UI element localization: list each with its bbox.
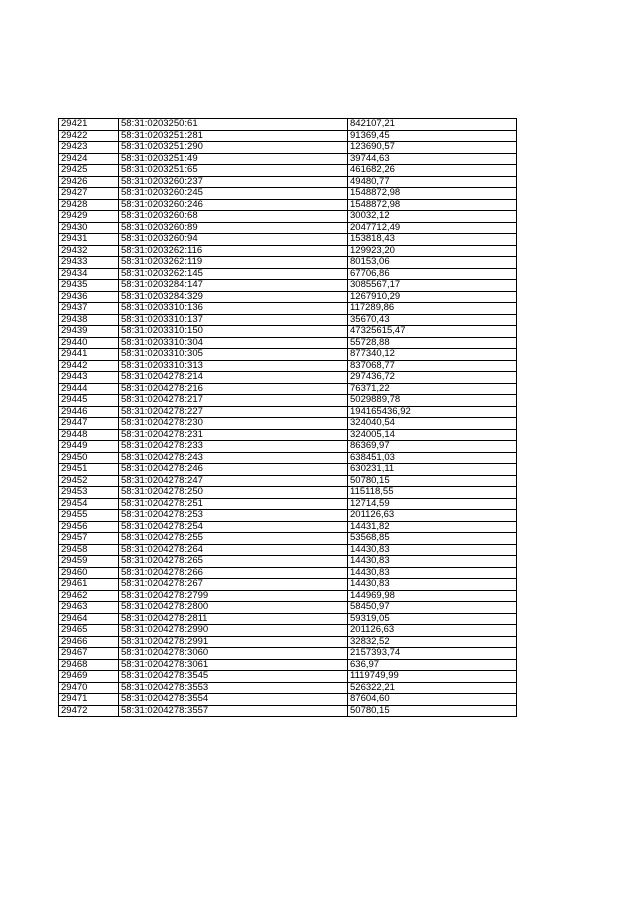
table-row bbox=[59, 372, 517, 384]
row-number-cell: 29431 bbox=[59, 234, 119, 246]
row-number-cell: 29469 bbox=[59, 671, 119, 683]
value-cell: 49480,77 bbox=[348, 176, 517, 188]
cadastral-number-cell: 58:31:0204278:246 bbox=[119, 464, 348, 476]
table-row bbox=[59, 176, 517, 188]
row-number-cell: 29422 bbox=[59, 130, 119, 142]
table-row bbox=[59, 613, 517, 625]
value-cell: 461682,26 bbox=[348, 165, 517, 177]
cadastral-number-cell: 58:31:0204278:254 bbox=[119, 521, 348, 533]
value-cell: 14431,82 bbox=[348, 521, 517, 533]
row-number-cell: 29441 bbox=[59, 349, 119, 361]
value-cell: 123690,57 bbox=[348, 142, 517, 154]
table-row bbox=[59, 188, 517, 200]
row-number-cell: 29467 bbox=[59, 648, 119, 660]
cadastral-number-cell: 58:31:0204278:2990 bbox=[119, 625, 348, 637]
table-row bbox=[59, 510, 517, 522]
table-row bbox=[59, 464, 517, 476]
table-row bbox=[59, 280, 517, 292]
data-table bbox=[58, 118, 517, 717]
value-cell: 50780,15 bbox=[348, 705, 517, 717]
value-cell: 5029889,78 bbox=[348, 395, 517, 407]
row-number-cell: 29444 bbox=[59, 383, 119, 395]
row-number-cell: 29466 bbox=[59, 636, 119, 648]
cadastral-number-cell: 58:31:0203251:65 bbox=[119, 165, 348, 177]
value-cell: 14430,83 bbox=[348, 544, 517, 556]
table-row bbox=[59, 153, 517, 165]
table-row bbox=[59, 257, 517, 269]
table-row bbox=[59, 326, 517, 338]
table-row bbox=[59, 245, 517, 257]
value-cell: 86369,97 bbox=[348, 441, 517, 453]
cadastral-number-cell: 58:31:0204278:267 bbox=[119, 579, 348, 591]
table-row bbox=[59, 487, 517, 499]
table-row bbox=[59, 694, 517, 706]
cadastral-number-cell: 58:31:0204278:230 bbox=[119, 418, 348, 430]
value-cell: 59319,05 bbox=[348, 613, 517, 625]
row-number-cell: 29468 bbox=[59, 659, 119, 671]
value-cell: 297436,72 bbox=[348, 372, 517, 384]
table-row bbox=[59, 636, 517, 648]
table-row bbox=[59, 544, 517, 556]
value-cell: 87604,60 bbox=[348, 694, 517, 706]
table-row bbox=[59, 268, 517, 280]
value-cell: 2157393,74 bbox=[348, 648, 517, 660]
value-cell: 115118,55 bbox=[348, 487, 517, 499]
value-cell: 1548872,98 bbox=[348, 199, 517, 211]
row-number-cell: 29435 bbox=[59, 280, 119, 292]
row-number-cell: 29456 bbox=[59, 521, 119, 533]
cadastral-number-cell: 58:31:0203251:281 bbox=[119, 130, 348, 142]
value-cell: 14430,83 bbox=[348, 556, 517, 568]
value-cell: 842107,21 bbox=[348, 119, 517, 131]
table-row bbox=[59, 475, 517, 487]
table-row bbox=[59, 533, 517, 545]
table-body bbox=[59, 119, 517, 717]
value-cell: 91369,45 bbox=[348, 130, 517, 142]
row-number-cell: 29429 bbox=[59, 211, 119, 223]
cadastral-number-cell: 58:31:0204278:247 bbox=[119, 475, 348, 487]
table-row bbox=[59, 165, 517, 177]
value-cell: 12714,59 bbox=[348, 498, 517, 510]
row-number-cell: 29425 bbox=[59, 165, 119, 177]
table-row bbox=[59, 498, 517, 510]
table-row bbox=[59, 671, 517, 683]
value-cell: 526322,21 bbox=[348, 682, 517, 694]
table-row bbox=[59, 337, 517, 349]
cadastral-number-cell: 58:31:0204278:265 bbox=[119, 556, 348, 568]
row-number-cell: 29447 bbox=[59, 418, 119, 430]
table-row bbox=[59, 406, 517, 418]
row-number-cell: 29461 bbox=[59, 579, 119, 591]
value-cell: 3085567,17 bbox=[348, 280, 517, 292]
value-cell: 30032,12 bbox=[348, 211, 517, 223]
row-number-cell: 29471 bbox=[59, 694, 119, 706]
table-row bbox=[59, 648, 517, 660]
row-number-cell: 29457 bbox=[59, 533, 119, 545]
table-row bbox=[59, 567, 517, 579]
cadastral-number-cell: 58:31:0204278:216 bbox=[119, 383, 348, 395]
table-row bbox=[59, 314, 517, 326]
cadastral-number-cell: 58:31:0203262:145 bbox=[119, 268, 348, 280]
value-cell: 129923,20 bbox=[348, 245, 517, 257]
cadastral-number-cell: 58:31:0203251:49 bbox=[119, 153, 348, 165]
cadastral-number-cell: 58:31:0203310:305 bbox=[119, 349, 348, 361]
value-cell: 837068,77 bbox=[348, 360, 517, 372]
row-number-cell: 29424 bbox=[59, 153, 119, 165]
value-cell: 153818,43 bbox=[348, 234, 517, 246]
table-row bbox=[59, 119, 517, 131]
row-number-cell: 29439 bbox=[59, 326, 119, 338]
cadastral-number-cell: 58:31:0204278:250 bbox=[119, 487, 348, 499]
row-number-cell: 29430 bbox=[59, 222, 119, 234]
row-number-cell: 29454 bbox=[59, 498, 119, 510]
cadastral-number-cell: 58:31:0203260:246 bbox=[119, 199, 348, 211]
cadastral-number-cell: 58:31:0203260:89 bbox=[119, 222, 348, 234]
row-number-cell: 29434 bbox=[59, 268, 119, 280]
table-row bbox=[59, 211, 517, 223]
cadastral-number-cell: 58:31:0204278:2991 bbox=[119, 636, 348, 648]
cadastral-number-cell: 58:31:0203260:245 bbox=[119, 188, 348, 200]
value-cell: 2047712,49 bbox=[348, 222, 517, 234]
row-number-cell: 29463 bbox=[59, 602, 119, 614]
row-number-cell: 29437 bbox=[59, 303, 119, 315]
cadastral-number-cell: 58:31:0204278:214 bbox=[119, 372, 348, 384]
cadastral-number-cell: 58:31:0204278:3554 bbox=[119, 694, 348, 706]
cadastral-number-cell: 58:31:0204278:255 bbox=[119, 533, 348, 545]
table-row bbox=[59, 142, 517, 154]
row-number-cell: 29460 bbox=[59, 567, 119, 579]
row-number-cell: 29427 bbox=[59, 188, 119, 200]
row-number-cell: 29453 bbox=[59, 487, 119, 499]
cadastral-number-cell: 58:31:0204278:227 bbox=[119, 406, 348, 418]
table-row bbox=[59, 441, 517, 453]
cadastral-number-cell: 58:31:0204278:253 bbox=[119, 510, 348, 522]
cadastral-number-cell: 58:31:0203284:329 bbox=[119, 291, 348, 303]
row-number-cell: 29470 bbox=[59, 682, 119, 694]
row-number-cell: 29448 bbox=[59, 429, 119, 441]
row-number-cell: 29450 bbox=[59, 452, 119, 464]
table-row bbox=[59, 222, 517, 234]
row-number-cell: 29445 bbox=[59, 395, 119, 407]
cadastral-number-cell: 58:31:0204278:243 bbox=[119, 452, 348, 464]
table-row bbox=[59, 452, 517, 464]
value-cell: 117289,86 bbox=[348, 303, 517, 315]
row-number-cell: 29423 bbox=[59, 142, 119, 154]
table-row bbox=[59, 291, 517, 303]
table-row bbox=[59, 234, 517, 246]
cadastral-number-cell: 58:31:0203262:119 bbox=[119, 257, 348, 269]
table-row bbox=[59, 429, 517, 441]
cadastral-number-cell: 58:31:0203250:61 bbox=[119, 119, 348, 131]
value-cell: 14430,83 bbox=[348, 579, 517, 591]
cadastral-number-cell: 58:31:0204278:3557 bbox=[119, 705, 348, 717]
cadastral-number-cell: 58:31:0203260:94 bbox=[119, 234, 348, 246]
row-number-cell: 29440 bbox=[59, 337, 119, 349]
table-row bbox=[59, 682, 517, 694]
value-cell: 67706,86 bbox=[348, 268, 517, 280]
table-row bbox=[59, 349, 517, 361]
value-cell: 201126,63 bbox=[348, 625, 517, 637]
value-cell: 630231,11 bbox=[348, 464, 517, 476]
cadastral-number-cell: 58:31:0204278:264 bbox=[119, 544, 348, 556]
row-number-cell: 29433 bbox=[59, 257, 119, 269]
table-row bbox=[59, 199, 517, 211]
cadastral-number-cell: 58:31:0203310:304 bbox=[119, 337, 348, 349]
cadastral-number-cell: 58:31:0204278:3553 bbox=[119, 682, 348, 694]
value-cell: 14430,83 bbox=[348, 567, 517, 579]
value-cell: 58450,97 bbox=[348, 602, 517, 614]
value-cell: 877340,12 bbox=[348, 349, 517, 361]
cadastral-number-cell: 58:31:0203310:150 bbox=[119, 326, 348, 338]
value-cell: 638451,03 bbox=[348, 452, 517, 464]
row-number-cell: 29459 bbox=[59, 556, 119, 568]
row-number-cell: 29458 bbox=[59, 544, 119, 556]
value-cell: 636,97 bbox=[348, 659, 517, 671]
cadastral-number-cell: 58:31:0203260:237 bbox=[119, 176, 348, 188]
row-number-cell: 29438 bbox=[59, 314, 119, 326]
row-number-cell: 29446 bbox=[59, 406, 119, 418]
row-number-cell: 29462 bbox=[59, 590, 119, 602]
cadastral-number-cell: 58:31:0203284:147 bbox=[119, 280, 348, 292]
cadastral-number-cell: 58:31:0204278:2811 bbox=[119, 613, 348, 625]
value-cell: 1548872,98 bbox=[348, 188, 517, 200]
row-number-cell: 29421 bbox=[59, 119, 119, 131]
table-row bbox=[59, 360, 517, 372]
cadastral-number-cell: 58:31:0203310:137 bbox=[119, 314, 348, 326]
row-number-cell: 29432 bbox=[59, 245, 119, 257]
cadastral-number-cell: 58:31:0204278:251 bbox=[119, 498, 348, 510]
table-row bbox=[59, 130, 517, 142]
row-number-cell: 29455 bbox=[59, 510, 119, 522]
row-number-cell: 29442 bbox=[59, 360, 119, 372]
cadastral-number-cell: 58:31:0203251:290 bbox=[119, 142, 348, 154]
row-number-cell: 29449 bbox=[59, 441, 119, 453]
value-cell: 32832,52 bbox=[348, 636, 517, 648]
row-number-cell: 29436 bbox=[59, 291, 119, 303]
value-cell: 53568,85 bbox=[348, 533, 517, 545]
table-row bbox=[59, 303, 517, 315]
row-number-cell: 29452 bbox=[59, 475, 119, 487]
cadastral-number-cell: 58:31:0204278:233 bbox=[119, 441, 348, 453]
value-cell: 50780,15 bbox=[348, 475, 517, 487]
table-row bbox=[59, 556, 517, 568]
table-row bbox=[59, 590, 517, 602]
cadastral-number-cell: 58:31:0204278:217 bbox=[119, 395, 348, 407]
table-row bbox=[59, 705, 517, 717]
row-number-cell: 29443 bbox=[59, 372, 119, 384]
cadastral-number-cell: 58:31:0204278:2800 bbox=[119, 602, 348, 614]
value-cell: 324040,54 bbox=[348, 418, 517, 430]
table-row bbox=[59, 602, 517, 614]
value-cell: 194165436,92 bbox=[348, 406, 517, 418]
value-cell: 1267910,29 bbox=[348, 291, 517, 303]
value-cell: 1119749,99 bbox=[348, 671, 517, 683]
table-row bbox=[59, 395, 517, 407]
value-cell: 80153,06 bbox=[348, 257, 517, 269]
table-row bbox=[59, 579, 517, 591]
row-number-cell: 29464 bbox=[59, 613, 119, 625]
value-cell: 144969,98 bbox=[348, 590, 517, 602]
value-cell: 201126,63 bbox=[348, 510, 517, 522]
cadastral-number-cell: 58:31:0203262:116 bbox=[119, 245, 348, 257]
row-number-cell: 29465 bbox=[59, 625, 119, 637]
cadastral-number-cell: 58:31:0203310:136 bbox=[119, 303, 348, 315]
value-cell: 47325615,47 bbox=[348, 326, 517, 338]
value-cell: 55728,88 bbox=[348, 337, 517, 349]
value-cell: 35670,43 bbox=[348, 314, 517, 326]
row-number-cell: 29426 bbox=[59, 176, 119, 188]
table-row bbox=[59, 659, 517, 671]
value-cell: 76371,22 bbox=[348, 383, 517, 395]
table-row bbox=[59, 383, 517, 395]
table-row bbox=[59, 521, 517, 533]
value-cell: 39744,63 bbox=[348, 153, 517, 165]
row-number-cell: 29472 bbox=[59, 705, 119, 717]
cadastral-number-cell: 58:31:0204278:3545 bbox=[119, 671, 348, 683]
cadastral-number-cell: 58:31:0203260:68 bbox=[119, 211, 348, 223]
cadastral-number-cell: 58:31:0204278:3061 bbox=[119, 659, 348, 671]
cadastral-number-cell: 58:31:0204278:231 bbox=[119, 429, 348, 441]
row-number-cell: 29428 bbox=[59, 199, 119, 211]
row-number-cell: 29451 bbox=[59, 464, 119, 476]
value-cell: 324005,14 bbox=[348, 429, 517, 441]
cadastral-number-cell: 58:31:0203310:313 bbox=[119, 360, 348, 372]
cadastral-number-cell: 58:31:0204278:3060 bbox=[119, 648, 348, 660]
table-row bbox=[59, 418, 517, 430]
table-row bbox=[59, 625, 517, 637]
cadastral-number-cell: 58:31:0204278:266 bbox=[119, 567, 348, 579]
cadastral-number-cell: 58:31:0204278:2799 bbox=[119, 590, 348, 602]
